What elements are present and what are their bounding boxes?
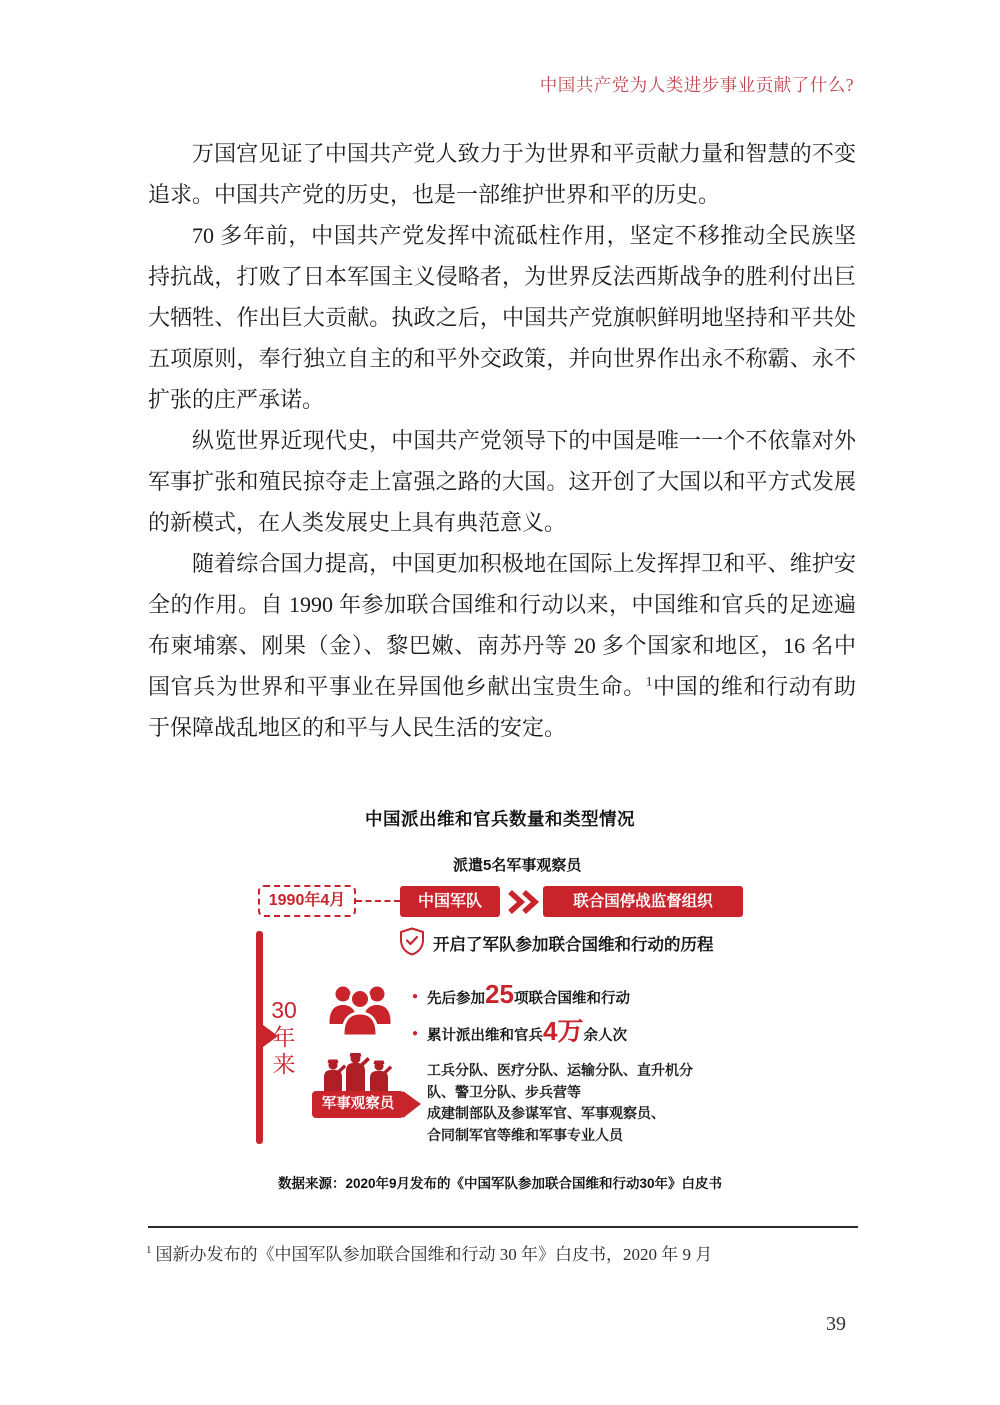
footnote-reference: 1 bbox=[645, 673, 653, 689]
timeline-to-box: 联合国停战监督组织 bbox=[543, 886, 743, 917]
stat-line bbox=[412, 979, 630, 1010]
data-source-note: 数据来源：2020年9月发布的《中国军队参加联合国维和行动30年》白皮书 bbox=[277, 1176, 723, 1191]
people-group-icon bbox=[328, 982, 392, 1043]
stat-suffix: 项联合国维和行动 bbox=[513, 991, 630, 1007]
paragraph: 万国宫见证了中国共产党人致力于为世界和平贡献力量和智慧的不变追求。中国共产党的历史，也是一部维护世界和平的历史。 bbox=[148, 141, 856, 207]
infographic-title: 中国派出维和官兵数量和类型情况 bbox=[365, 809, 635, 829]
bullet-icon: ● bbox=[412, 991, 419, 1002]
paragraph-text: 随着综合国力提高，中国更加积极地在国际上发挥捍卫和平、维护安全的作用。自 1990 年参加联合国维和行动以来，中国维和官兵的足迹遍布柬埔寨、刚果（金）、黎巴嫩、南苏丹等 20 多个国家和地区，16 名中国官兵为世界和平事业在异国他乡献出宝贵生命。 bbox=[148, 551, 856, 699]
timeline-from-box: 中国军队 bbox=[400, 886, 500, 917]
paragraph bbox=[148, 543, 856, 748]
paragraph: 纵览世界近现代史，中国共产党领导下的中国是唯一一个不依靠对外军事扩张和殖民掠夺走上富强之路的大国。这开创了大国以和平方式发展的新模式，在人类发展史上具有典范意义。 bbox=[148, 428, 856, 535]
period-line: 30 bbox=[271, 997, 297, 1023]
infographic-subtitle: 派遣5名军事观察员 bbox=[453, 857, 582, 874]
bullet-icon: ● bbox=[412, 1028, 419, 1039]
double-chevron-icon bbox=[505, 888, 541, 921]
page-number: 39 bbox=[826, 1313, 846, 1335]
stat-line bbox=[412, 1011, 627, 1048]
shield-check-icon bbox=[399, 927, 425, 961]
observer-label: 军事观察员 bbox=[312, 1091, 404, 1118]
stat-value: 4万 bbox=[543, 1016, 584, 1046]
timeline-line bbox=[256, 931, 263, 1144]
milestone-text: 开启了军队参加联合国维和行动的历程 bbox=[433, 936, 714, 954]
period-line: 年 bbox=[272, 1024, 296, 1050]
paragraph: 70 多年前，中国共产党发挥中流砥柱作用，坚定不移推动全民族坚持抗战，打败了日本军国主义侵略者，为世界反法西斯战争的胜利付出巨大牺牲、作出巨大贡献。执政之后，中国共产党旗帜鲜明地坚持和平共处五项原则，奉行独立自主的和平外交政策，并向世界作出永不称霸、永不扩张的庄严承诺。 bbox=[148, 223, 856, 412]
dashed-connector bbox=[356, 900, 400, 902]
running-head: 中国共产党为人类进步事业贡献了什么? bbox=[539, 75, 854, 95]
period-label bbox=[266, 997, 302, 1078]
footnote bbox=[146, 1240, 712, 1265]
stat-suffix: 余人次 bbox=[583, 1028, 628, 1044]
unit-types-list bbox=[427, 1060, 717, 1146]
stat-prefix: 累计派出维和官兵 bbox=[427, 1028, 544, 1044]
footnote-text: 国新办发布的《中国军队参加联合国维和行动 30 年》白皮书，2020 年 9 月 bbox=[155, 1245, 713, 1264]
unit-types-item: 工兵分队、医疗分队、运输分队、直升机分队、警卫分队、步兵营等 bbox=[427, 1062, 693, 1100]
body-text bbox=[148, 133, 856, 748]
unit-types-item: 成建制部队及参谋军官、军事观察员、合同制军官等维和军事专业人员 bbox=[427, 1105, 665, 1143]
timeline-date-box: 1990年4月 bbox=[258, 885, 356, 917]
stat-prefix: 先后参加 bbox=[427, 991, 486, 1007]
stat-value: 25 bbox=[485, 979, 514, 1009]
footnote-number: 1 bbox=[146, 1244, 152, 1257]
paragraph-text: 中国的维和行动有助于保障战乱地区的和平与人民生活的安定。 bbox=[148, 674, 856, 740]
footnote-divider bbox=[148, 1226, 858, 1228]
observer-arrow-icon bbox=[403, 1091, 421, 1118]
period-line: 来 bbox=[272, 1051, 296, 1077]
